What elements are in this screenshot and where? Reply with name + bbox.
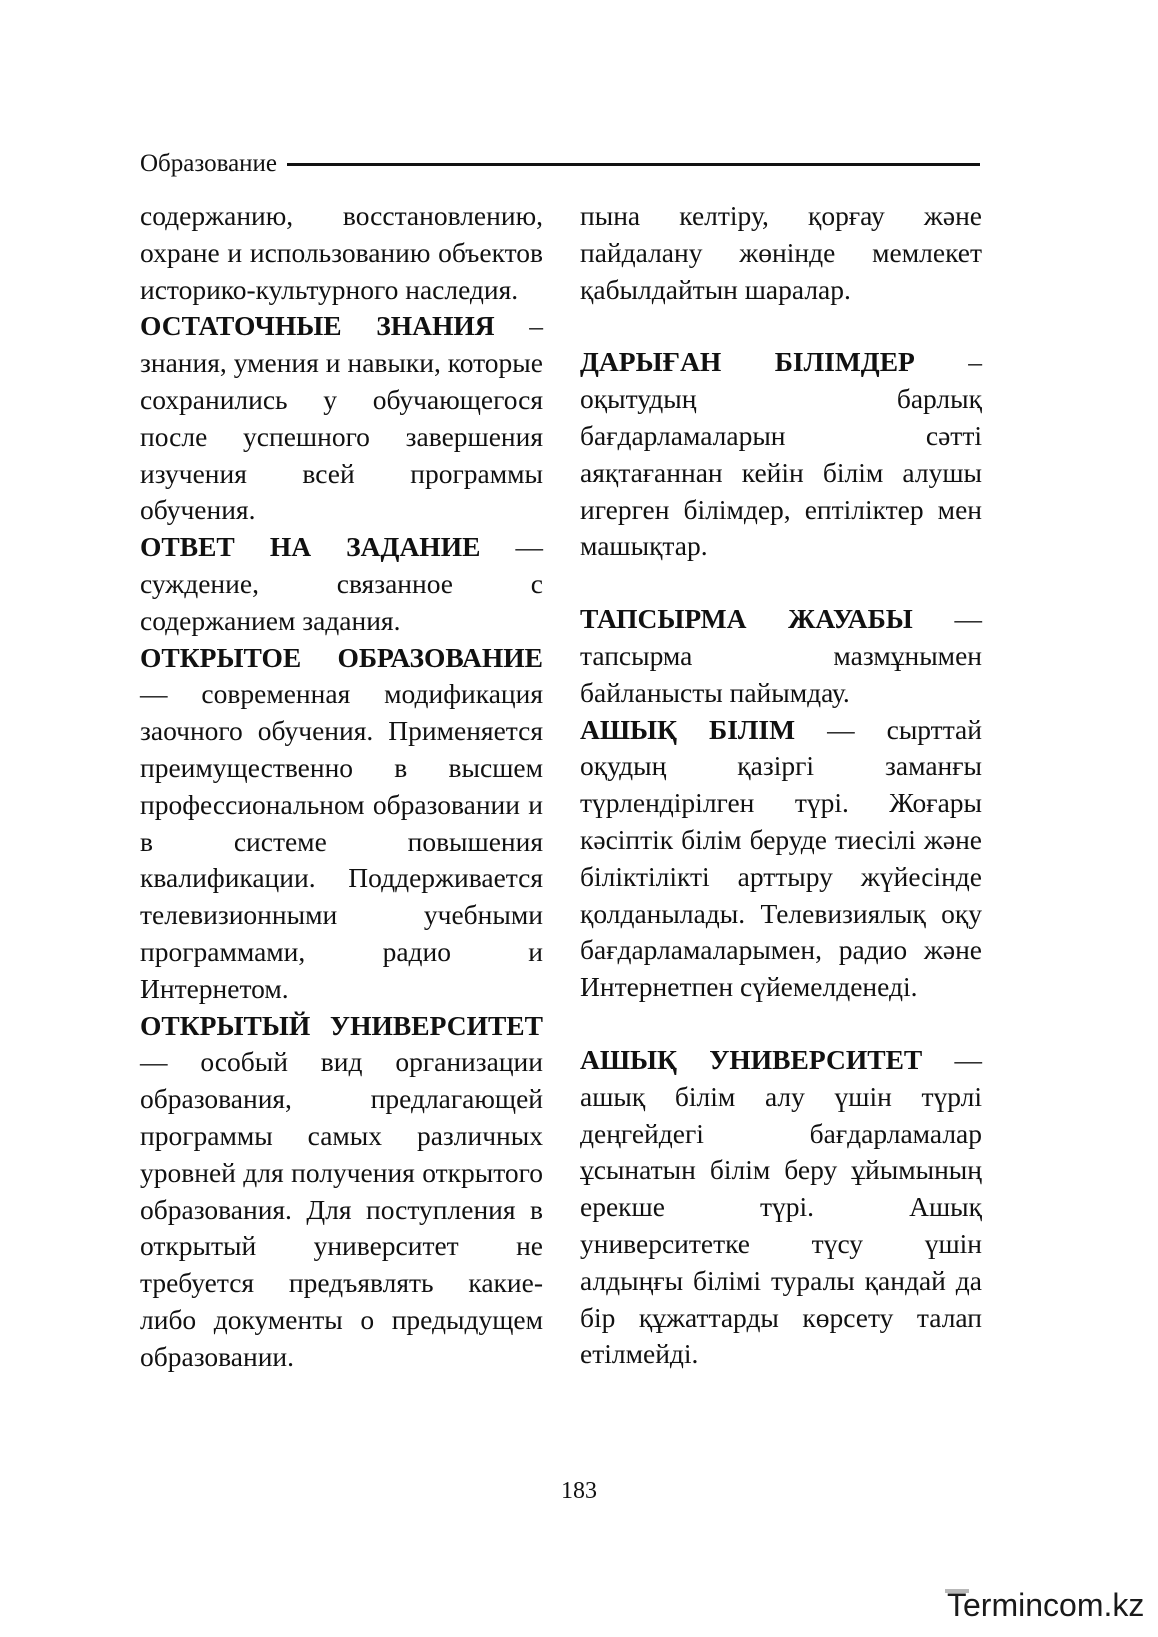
right-column [580, 198, 982, 1373]
entry-term: ОТКРЫТОЕ ОБРАЗОВАНИЕ [140, 641, 543, 673]
entry-continuation [580, 198, 982, 308]
entry-text: — особый вид организации образования, предлагающей программы самых различных уровней для получения открытого образования. Для поступления в открытый университет не требуется предъявлять какие-либо документы о предыдущем образовании. [140, 1046, 543, 1372]
entry-text: содержанию, восстановлению, охране и использованию объектов историко-культурного наследия. [140, 200, 543, 305]
entry-term: АШЫҚ УНИВЕРСИТЕТ [580, 1043, 923, 1075]
entry-continuation [140, 198, 543, 308]
header-rule [287, 163, 980, 166]
entry-text: — ашық білім алу үшін түрлі деңгейдегі бағдарламалар ұсынатын білім беру ұйымының ерекше түрі. Ашық университетке түсу үшін алдыңғы білімі туралы қандай да бір құжаттарды көрсету талап етілмейді. [580, 1043, 982, 1370]
watermark-text: Termincom.kz [947, 1587, 1145, 1623]
entry-otkrytyy-universitet [140, 1008, 543, 1376]
entry-otkrytoe-obrazovanie [140, 640, 543, 1008]
entry-term: ОТКРЫТЫЙ УНИВЕРСИТЕТ [140, 1009, 543, 1041]
entry-text: — сырттай оқудың қазіргі заманғы түрлендірілген түрі. Жоғары кәсіптік білім беруде тиесілі және біліктілікті арттыру жүйесінде қолданылады. Телевизиялық оқу бағдарламаларымен, радио және Интернетпен сүйемелденеді. [580, 713, 982, 1003]
header-title: Образование [140, 150, 278, 177]
entry-term: ДАРЫҒАН БІЛІМДЕР [580, 346, 915, 378]
entry-term: ОСТАТОЧНЫЕ ЗНАНИЯ [140, 310, 495, 342]
entry-text: — тапсырма мазмұнымен байланысты пайымдау. [580, 603, 982, 708]
entry-tapsyrma-zhauaby [580, 601, 982, 711]
entry-text: – оқытудың барлық бағдарламаларын сәтті аяқтағаннан кейін білім алушы игерген білімдер, ептіліктер мен машықтар. [580, 346, 983, 562]
left-column [140, 198, 543, 1376]
entry-term: ТАПСЫРМА ЖАУАБЫ [580, 603, 913, 635]
entry-ashyq-bilim [580, 712, 982, 1006]
entry-text: – знания, умения и навыки, которые сохранились у обучающегося после успешного завершения изучения всей программы обучения. [140, 310, 544, 526]
running-header [140, 146, 980, 182]
entry-term: ОТВЕТ НА ЗАДАНИЕ [140, 531, 481, 563]
watermark-logo [945, 1585, 1150, 1627]
page-number: 183 [561, 1478, 597, 1504]
entry-daryghan-bilimder [580, 344, 982, 565]
entry-term: АШЫҚ БІЛІМ [580, 713, 796, 745]
entry-ostatochnye-znaniya [140, 308, 543, 529]
entry-text: — современная модификация заочного обучения. Применяется преимущественно в высшем профессиональном образовании и в системе повышения квалификации. Поддерживается телевизионными учебными программами, радио и Интернетом. [140, 678, 543, 1004]
entry-ashyq-universitet [580, 1042, 982, 1373]
entry-otvet-na-zadanie [140, 529, 543, 639]
entry-text: — суждение, связанное с содержанием задания. [140, 531, 544, 636]
entry-text: пына келтіру, қорғау және пайдалану жөнінде мемлекет қабылдайтын шаралар. [580, 200, 982, 305]
